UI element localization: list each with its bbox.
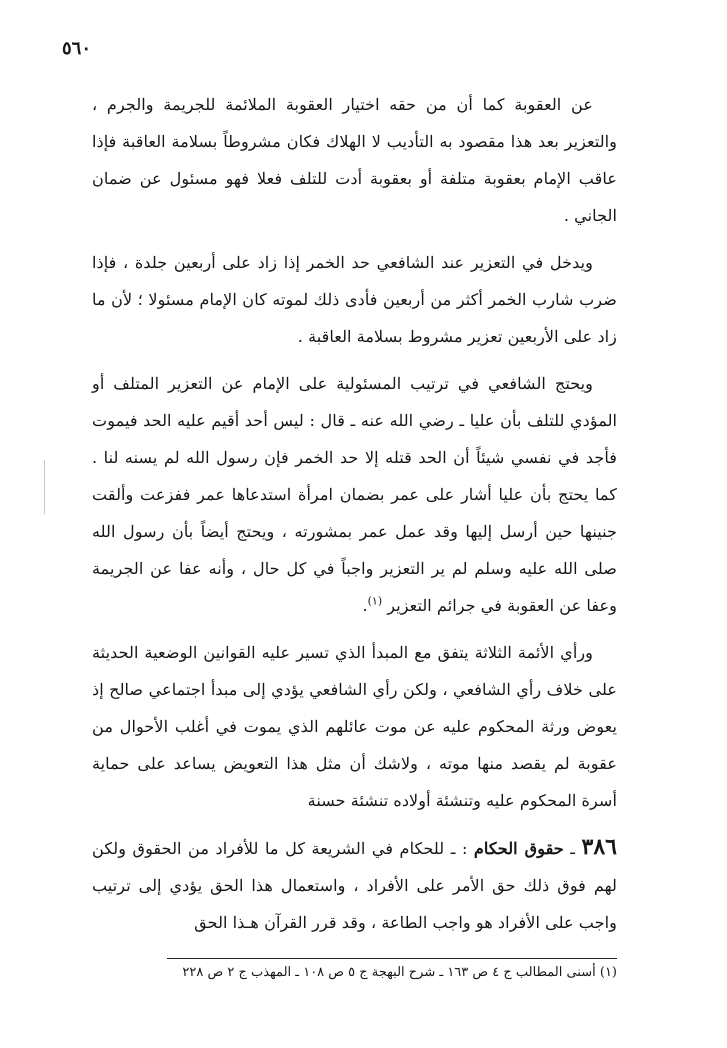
section-paragraph: ٣٨٦ ـ حقوق الحكام : ـ للحكام في الشريعة كل ما للأفراد من الحقوق ولكن لهم فوق ذلك حق الأمر على الأفراد ، واستعمال هذا الحق يؤدي إلى ترتيب واجب على الأفراد هو واجب الطاعة ، وقد قرر القرآن هـذا الحق: [92, 834, 617, 932]
section-number: ٣٨٦: [581, 834, 617, 860]
main-text: [92, 86, 617, 951]
paragraph-4: ورأي الأئمة الثلاثة يتفق مع المبدأ الذي تسير عليه القوانين الوضعية الحديثة على خلاف رأي الشافعي ، ولكن رأي الشافعي يؤدي إلى مبدأ اجتماعي صالح إذ يعوض ورثة المحكوم عليه عن موت عائلهم الذي يموت في أغلب الأحوال من عقوبة لم يقصد منها موته ، ولاشك أن مثل هذا التعويض يساعد على حماية أسرة المحكوم عليه وتنشئة أولاده تنشئة حسنة: [92, 643, 617, 810]
page-number: ٥٦٠: [62, 38, 92, 59]
footnote-reference: (١): [367, 594, 383, 608]
paragraph-3-text: ويحتج الشافعي في ترتيب المسئولية على الإمام عن التعزير المتلف أو المؤدي للتلف بأن عليا ـ رضي الله عنه ـ قال : ليس أحد أقيم عليه الحد فيموت فأجد في نفسي شيئاً أن الحد قتله إلا حد الخمر فإن رسول الله لم يسنه لنا . كما يحتج بأن عليا أشار على عمر بضمان امرأة استدعاها عمر ففزعت وألقت جنينها حين أرسل إليها وقد عمل عمر بمشورته ، ويحتج أيضاً بأن رسول الله صلى الله عليه وسلم لم ير التعزير واجباً في كل حال ، وأنه عفا عن الجريمة وعفا عن العقوبة في جرائم التعزير: [92, 374, 617, 615]
margin-mark: [44, 460, 45, 514]
section-title: حقوق الحكام: [473, 839, 564, 858]
paragraph-3: ويحتج الشافعي في ترتيب المسئولية على الإمام عن التعزير المتلف أو المؤدي للتلف بأن عليا ـ رضي الله عنه ـ قال : ليس أحد أقيم عليه الحد فيموت فأجد في نفسي شيئاً أن الحد قتله إلا حد الخمر فإن رسول الله لم يسنه لنا . كما يحتج بأن عليا أشار على عمر بضمان امرأة استدعاها عمر ففزعت وألقت جنينها حين أرسل إليها وقد عمل عمر بمشورته ، ويحتج أيضاً بأن رسول الله صلى الله عليه وسلم لم ير التعزير واجباً في كل حال ، وأنه عفا عن الجريمة وعفا عن العقوبة في جرائم التعزير $^{(١)}$.: [92, 374, 617, 615]
paragraph-1: عن العقوبة كما أن من حقه اختيار العقوبة الملائمة للجريمة والجرم ، والتعزير بعد هذا مقصود به التأديب لا الهلاك فكان مشروطاً بسلامة العاقبة فإذا عاقب الإمام بعقوبة متلفة أو بعقوبة أدت للتلف فعلا فهو مسئول عن ضمان الجاني .: [92, 95, 617, 225]
footnote: (١) أسنى المطالب ج ٤ ص ١٦٣ ـ شرح البهجة ج ٥ ص ١٠٨ ـ المهذب ج ٢ ص ٢٢٨: [182, 965, 617, 980]
paragraph-2: ويدخل في التعزير عند الشافعي حد الخمر إذا زاد على أربعين جلدة ، فإذا ضرب شارب الخمر أكثر من أربعين فأدى ذلك لموته كان الإمام مسئولا ؛ لأن ما زاد على الأربعين تعزير مشروط بسلامة العاقبة .: [92, 253, 617, 346]
section-text: للحكام في الشريعة كل ما للأفراد من الحقوق ولكن لهم فوق ذلك حق الأمر على الأفراد ، واستعمال هذا الحق يؤدي إلى ترتيب واجب على الأفراد هو واجب الطاعة ، وقد قرر القرآن هـذا الحق: [92, 839, 617, 932]
footnote-divider: [167, 958, 617, 959]
